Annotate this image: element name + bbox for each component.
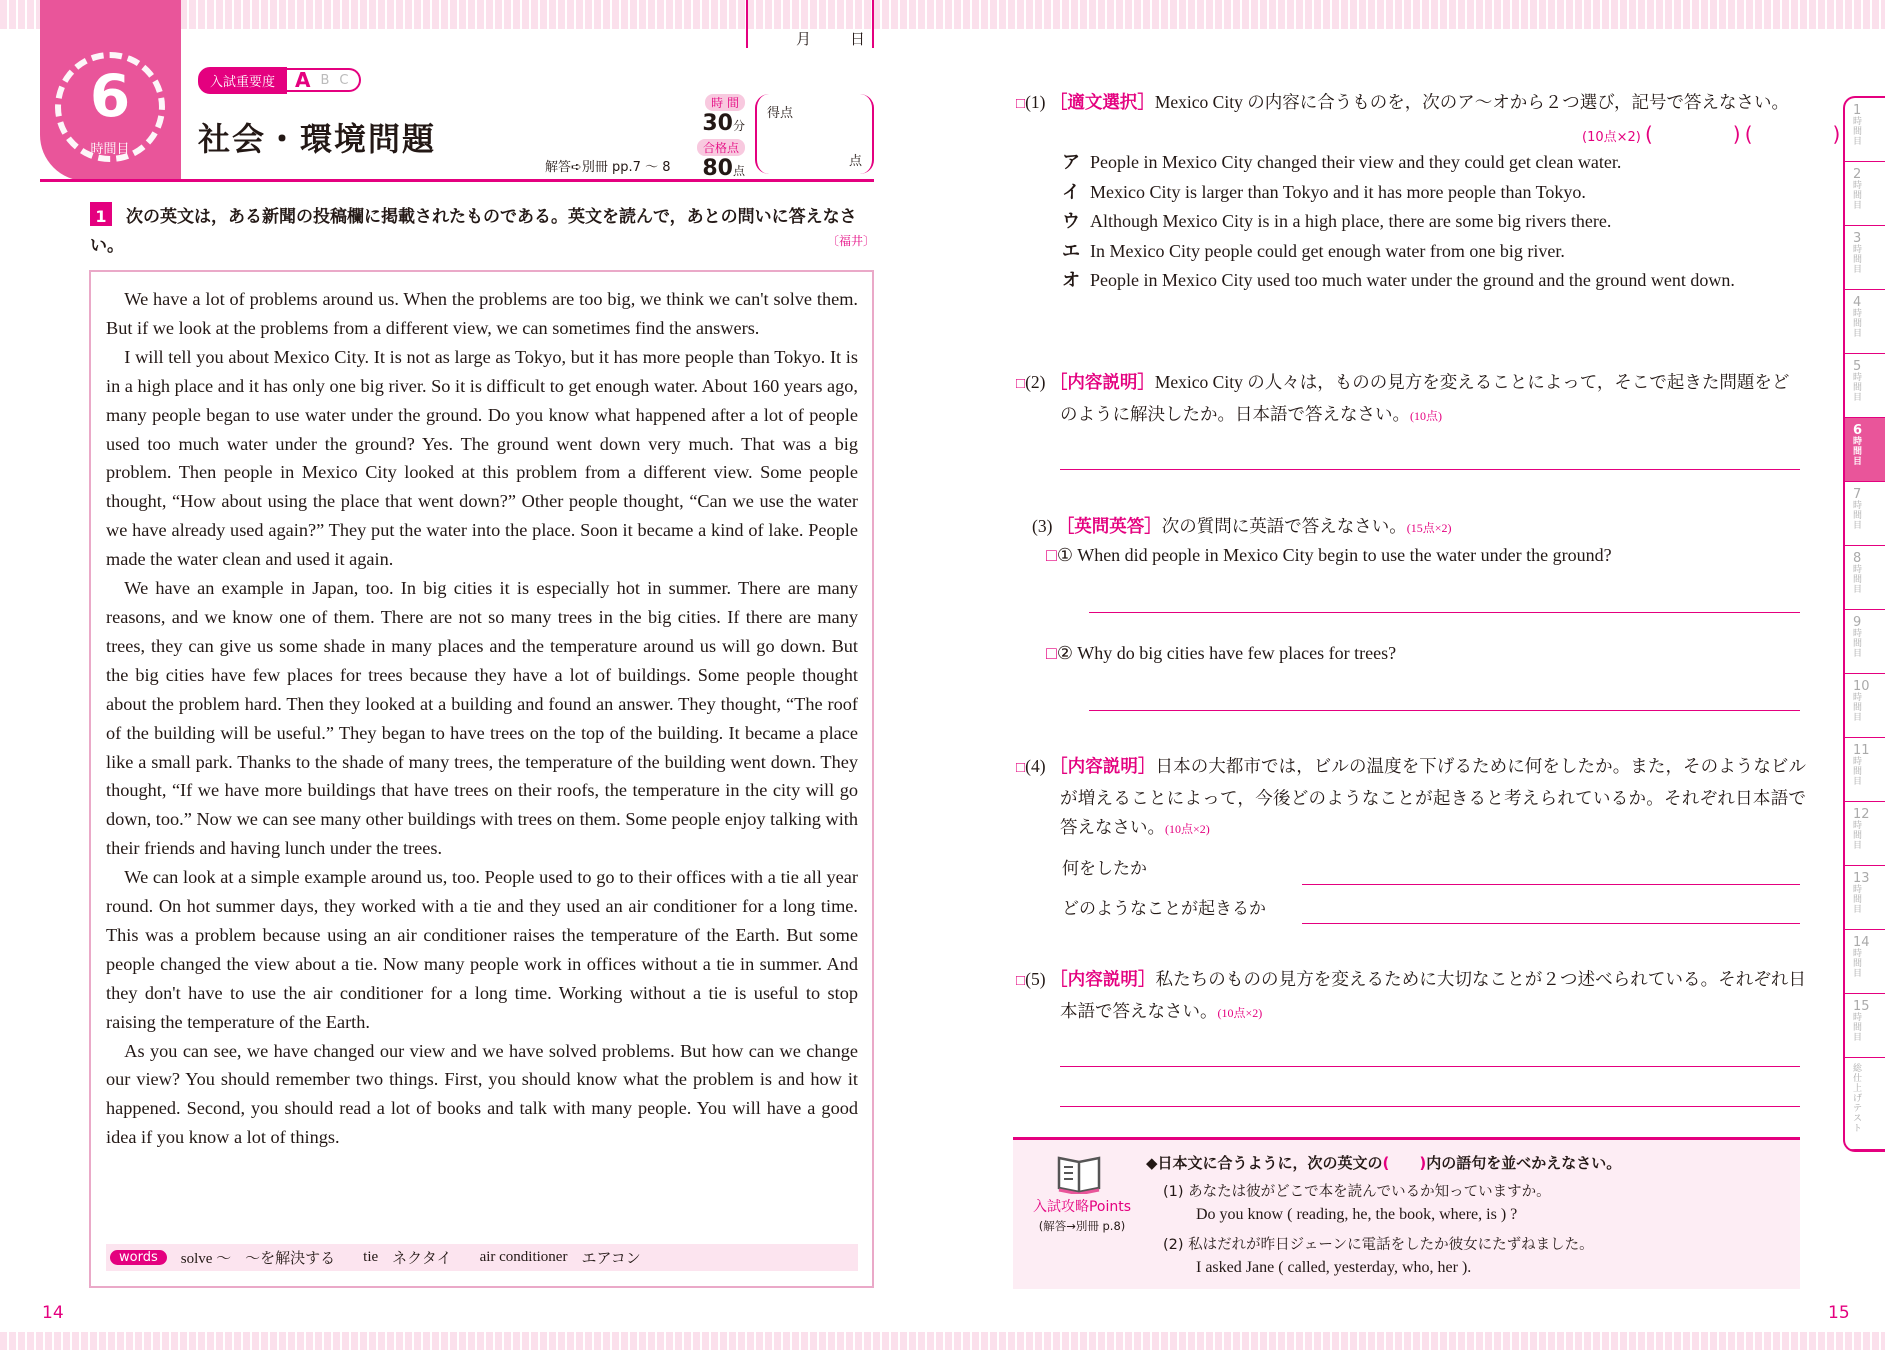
side-tab-unit: 時間目: [1853, 309, 1863, 339]
page-title: 社会・環境問題: [198, 120, 437, 158]
side-tab-13[interactable]: [1845, 866, 1885, 930]
q-tag: ［内容説明］: [1050, 756, 1156, 776]
side-tab-14[interactable]: [1845, 930, 1885, 994]
answer-line[interactable]: [1060, 1066, 1800, 1067]
side-tab-unit: 時間目: [1853, 949, 1863, 979]
book-icon: [1055, 1152, 1103, 1194]
importance-badge: [198, 68, 361, 92]
words-glossary: [106, 1244, 858, 1271]
pass-unit: 点: [732, 164, 745, 178]
checkbox[interactable]: □: [1016, 760, 1026, 776]
item-en: ?: [1506, 1206, 1518, 1223]
choice-text: In Mexico City people could get enough water from one big river.: [1090, 240, 1565, 261]
day-label: 日: [850, 30, 866, 48]
checkbox[interactable]: □: [1046, 545, 1057, 565]
side-tab-9[interactable]: [1845, 610, 1885, 674]
checkbox[interactable]: □: [1016, 376, 1026, 392]
score-unit: 点: [848, 154, 862, 169]
passage-paragraph: We can look at a simple example around us, too. People used to go to their offices with a tie all year round. On hot summer days, they worked with a tie and they used an air conditioner for a long time. This was a problem because using an air conditioner raises the temperature of the Earth. But some people changed the view about a tie. Now many people work in offices without a tie in summer. And they don't have to use the air conditioner for a long time. Working without a tie is useful to stop raising the temperature of the Earth.: [106, 867, 858, 1032]
choice-item: [1062, 178, 1802, 208]
passage-paragraph: As you can see, we have changed our view and we have solved problems. But how can we change our view? You should remember two things. First, you should know what the problem is and how it happened. Second, you should read a lot of books and talk with many people. You will have a good idea if you know a lot of things.: [106, 1040, 858, 1148]
side-tab-unit: 時間目: [1853, 885, 1863, 915]
points-item-1-jp: [1163, 1180, 1551, 1201]
side-tab-unit: 総仕上げテスト: [1853, 1064, 1863, 1134]
glossary-meaning: ネクタイ: [392, 1251, 452, 1267]
choice-text: People in Mexico City used too much water under the ground and the ground went down.: [1090, 270, 1735, 290]
side-tab-6[interactable]: [1845, 418, 1885, 482]
side-tab-unit: 時間目: [1853, 373, 1863, 403]
question-number: 1: [90, 202, 112, 226]
choice-item: [1062, 207, 1802, 237]
side-tab-final-test[interactable]: [1845, 1058, 1885, 1150]
pass-label: 合格点: [697, 139, 745, 156]
side-tab-number: 3: [1853, 231, 1862, 246]
month-label: 月: [796, 30, 812, 48]
q-num: (2): [1025, 372, 1046, 392]
points-ref: (解答→別冊 p.8): [1038, 1219, 1126, 1233]
time-value: 30: [702, 111, 733, 136]
q-text: 日本の大都市では，ビルの温度を下げるために何をしたか。また，そのようなビルが増えることによって，今後どのようなことが起きると考えられているか。それぞれ日本語で答えなさい。: [1060, 756, 1807, 837]
time-label: 時 間: [705, 94, 745, 111]
lesson-unit: 時間目: [90, 142, 130, 157]
side-tab-1[interactable]: [1845, 98, 1885, 162]
side-tab-3[interactable]: [1845, 226, 1885, 290]
choice-text: Although Mexico City is in a high place, there are some big rivers there.: [1090, 211, 1612, 231]
side-tab-number: 10: [1853, 679, 1870, 694]
side-tab-number: 2: [1853, 167, 1862, 182]
q-text: 私たちのものの見方を変えるために大切なことが２つ述べられている。それぞれ日本語で答えなさい。: [1060, 969, 1807, 1021]
sub-text: Why do big cities have few places for trees?: [1077, 643, 1397, 663]
page-number-right: 15: [1828, 1303, 1850, 1323]
bottom-stripe: [0, 1332, 1885, 1350]
side-tab-number: 8: [1853, 551, 1862, 566]
side-tab-number: 15: [1853, 999, 1870, 1014]
passage-box: [89, 270, 874, 1288]
choice-key: イ: [1062, 181, 1080, 202]
glossary-term: air conditioner: [479, 1249, 568, 1265]
side-tab-10[interactable]: [1845, 674, 1885, 738]
item-jp: あなたは彼がどこで本を読んでいるか知っていますか。: [1188, 1184, 1551, 1200]
q-tag: ［内容説明］: [1049, 372, 1155, 392]
item-num: (2): [1163, 1237, 1184, 1253]
side-tab-unit: 時間目: [1853, 821, 1863, 851]
answer-blank-1[interactable]: ( ): [1645, 122, 1741, 146]
q4-label-1: 何をしたか: [1062, 859, 1147, 878]
instr-text: ◆日本文に合うように，次の英文の: [1146, 1154, 1383, 1172]
q1-answer: [1582, 118, 1840, 147]
lesson-number: 6: [89, 62, 131, 130]
side-tab-number: 11: [1853, 743, 1870, 758]
points-item-1-en: [1196, 1206, 1517, 1224]
side-tab-unit: 時間目: [1853, 693, 1863, 723]
grade-a: A: [295, 68, 311, 92]
side-tab-8[interactable]: [1845, 546, 1885, 610]
score-box[interactable]: [755, 94, 874, 174]
side-tab-unit: 時間目: [1853, 757, 1863, 787]
checkbox[interactable]: □: [1046, 643, 1057, 663]
side-tab-number: 1: [1853, 103, 1862, 118]
points-box: [1013, 1137, 1800, 1289]
item-words: ( reading, he, the book, where, is ): [1287, 1206, 1507, 1223]
answer-reference: 解答➪別冊 pp.7 ～ 8: [545, 160, 671, 175]
side-tab-unit: 時間目: [1853, 245, 1863, 275]
top-stripe: [0, 0, 1885, 29]
answer-line[interactable]: [1089, 612, 1800, 613]
q-points: (10点×2): [1165, 822, 1210, 836]
glossary-meaning: エアコン: [581, 1251, 641, 1267]
instruction-text: 次の英文は，ある新聞の投稿欄に掲載されたものである。英文を読んで，あとの問いに答えなさい。: [90, 207, 857, 256]
side-tab-2[interactable]: [1845, 162, 1885, 226]
side-tab-unit: 時間目: [1853, 1013, 1863, 1043]
sub-question-1: [1046, 541, 1612, 571]
time-unit: 分: [732, 119, 745, 133]
q-num: (5): [1025, 969, 1046, 989]
page-number-left: 14: [42, 1303, 64, 1323]
question-3: [1032, 512, 1822, 544]
side-tabs: [1843, 96, 1885, 1152]
item-jp: 私はだれが昨日ジェーンに電話をしたか彼女にたずねました。: [1188, 1237, 1594, 1253]
passage-paragraph: We have a lot of problems around us. When the problems are too big, we think we can't solve them. But if we look at the problems from a different view, we can sometimes find the answers.: [106, 289, 858, 338]
item-en: .: [1467, 1259, 1472, 1276]
item-num: (1): [1163, 1184, 1184, 1200]
side-tab-unit: 時間目: [1853, 181, 1863, 211]
passage-paragraph: I will tell you about Mexico City. It is not as large as Tokyo, but it has more people than Tokyo. It is in a high place and it has only one big river. So it is difficult to get enough water. About 160 years ago, many people began to use water under the ground. Do you know what happened after a lot of people used too much water under the ground? Yes. The ground went down very much. That was a big problem. Then people in Mexico City looked at this problem from a different view. Some people thought, “How about using the place that went down?” Other people thought, “Can we use the water we have already used again?” They put the water into the place. Soon it became a kind of lake. People made the water clean and used it again.: [106, 346, 858, 570]
item-words: ( called, yesterday, who, her ): [1278, 1259, 1468, 1276]
side-tab-number: 9: [1853, 615, 1862, 630]
q-text: Mexico City の内容に合うものを，次のア～オから２つ選び，記号で答えなさい。: [1154, 92, 1789, 112]
choice-key: ア: [1062, 152, 1080, 172]
q-num: (4): [1025, 756, 1046, 776]
side-tab-5[interactable]: [1845, 354, 1885, 418]
side-tab-unit: 時間目: [1853, 629, 1863, 659]
choice-item: [1062, 266, 1802, 296]
side-tab-number: 4: [1853, 295, 1862, 310]
glossary-meaning: ～を解決する: [245, 1251, 336, 1267]
side-tab-number: 5: [1853, 359, 1862, 374]
sub-num: ②: [1056, 643, 1074, 663]
q-text: 次の質問に英語で答えなさい。: [1161, 516, 1407, 536]
side-tab-12[interactable]: [1845, 802, 1885, 866]
choice-key: オ: [1062, 270, 1080, 290]
q-num: (3): [1032, 516, 1053, 536]
side-tab-unit: 時間目: [1853, 501, 1863, 531]
q-tag: ［内容説明］: [1050, 969, 1156, 989]
choice-text: People in Mexico City changed their view and they could get clean water.: [1090, 152, 1622, 172]
q4-label-2: どのようなことが起きるか: [1062, 899, 1266, 918]
choice-item: [1062, 148, 1802, 178]
points-instruction: [1146, 1152, 1621, 1173]
instr-text: 内の語句を並べかえなさい。: [1426, 1154, 1622, 1172]
q-tag: ［適文選択］: [1049, 92, 1155, 112]
side-tab-unit: 時間目: [1853, 565, 1863, 595]
sub-question-2: [1046, 639, 1396, 669]
side-tab-number: 14: [1853, 935, 1870, 950]
choice-list: [1062, 148, 1802, 296]
question-instruction: [90, 202, 875, 261]
answer-line[interactable]: [1302, 923, 1800, 924]
q-points: (10点): [1410, 408, 1442, 423]
side-tab-number: 12: [1853, 807, 1870, 822]
score-label: 得点: [767, 106, 794, 121]
side-tab-unit: 時間目: [1853, 117, 1863, 147]
words-tag: words: [110, 1250, 167, 1265]
checkbox[interactable]: □: [1016, 973, 1026, 989]
answer-line[interactable]: [1089, 710, 1800, 711]
sub-text: When did people in Mexico City begin to use the water under the ground?: [1077, 545, 1612, 565]
checkbox[interactable]: □: [1016, 96, 1026, 112]
question-1: [1016, 88, 1806, 120]
points-item-2-jp: [1163, 1233, 1594, 1254]
choice-text: Mexico City is larger than Tokyo and it has more people than Tokyo.: [1090, 181, 1586, 202]
glossary-term: tie: [363, 1249, 379, 1265]
points-item-2-en: [1196, 1259, 1471, 1277]
q1-points: (10点×2): [1582, 130, 1641, 145]
answer-blank-2[interactable]: ( ): [1744, 122, 1841, 146]
source-label: 〔福井〕: [826, 234, 875, 248]
answer-line[interactable]: [1302, 884, 1800, 885]
choice-item: [1062, 237, 1802, 267]
side-tab-number: 7: [1853, 487, 1862, 502]
side-tab-15[interactable]: [1845, 994, 1885, 1058]
side-tab-11[interactable]: [1845, 738, 1885, 802]
header-rule: [40, 179, 874, 182]
q-tag: ［英問英答］: [1056, 516, 1162, 536]
item-en: I asked Jane: [1196, 1259, 1279, 1276]
q-text: Mexico City の人々は，ものの見方を変えることによって，そこで起きた問題をどのように解決したか。日本語で答えなさい。: [1060, 372, 1790, 424]
question-4: [1016, 752, 1806, 845]
answer-line[interactable]: [1060, 469, 1800, 470]
q-num: (1): [1025, 92, 1046, 112]
side-tab-7[interactable]: [1845, 482, 1885, 546]
side-tab-number: 6: [1853, 423, 1863, 438]
q-points: (15点×2): [1406, 521, 1452, 535]
pass-value: 80: [702, 156, 733, 181]
importance-label: 入試重要度: [198, 67, 287, 94]
grade-b: B: [320, 72, 330, 88]
grade-c: C: [339, 72, 349, 88]
q-points: (10点×2): [1217, 1005, 1263, 1020]
glossary-term: solve ～: [180, 1251, 232, 1267]
time-and-pass: [690, 92, 745, 182]
date-box: [746, 0, 874, 48]
item-en: Do you know: [1196, 1206, 1288, 1223]
side-tab-4[interactable]: [1845, 290, 1885, 354]
answer-line[interactable]: [1060, 1106, 1800, 1107]
passage-paragraph: We have an example in Japan, too. In big cities it is especially hot in summer. There are many reasons, and we know one of them. There are not so many trees in the big cities. If there are many trees, they can give us some shade in many places and the temperature around us will go down. But the big cities have few places for trees because they have a lot of buildings. Some people thought about the problem hard. Then they looked at a building and found an answer. They thought, “The roof of the building will be useful.” They began to have trees on the top of the building. It became a place like a small park. Thanks to the shade of many trees, the temperature of the building went down. They thought, “If we have more buildings that have trees on their roofs, the temperature in the city will go down, too.” Now we can see many other buildings with trees on them. Some people enjoy talking with their friends and having lunch under the trees.: [106, 578, 858, 859]
points-label: 入試攻略Points: [1032, 1199, 1132, 1215]
choice-key: エ: [1062, 240, 1080, 261]
question-5: [1016, 965, 1806, 1028]
sub-num: ①: [1056, 545, 1074, 565]
side-tab-unit: 時間目: [1853, 437, 1863, 467]
instr-paren: ( ): [1382, 1154, 1427, 1172]
choice-key: ウ: [1062, 211, 1080, 231]
question-2: [1016, 368, 1806, 431]
side-tab-number: 13: [1853, 871, 1870, 886]
